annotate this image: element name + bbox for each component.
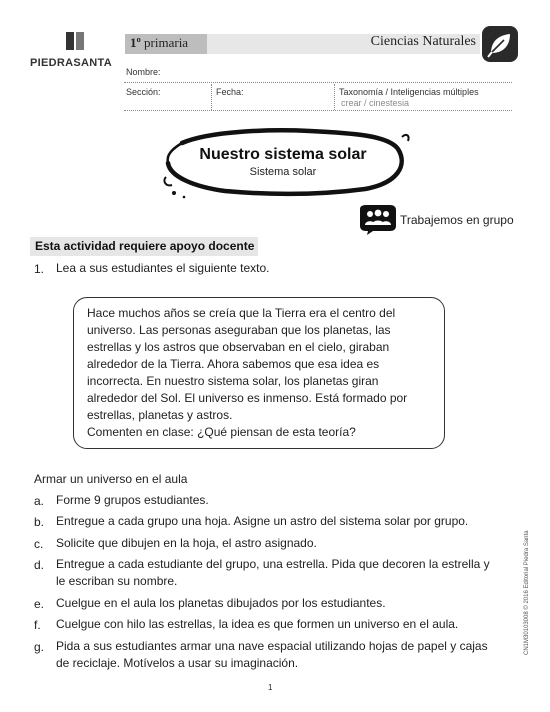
list-marker: c.: [34, 537, 44, 551]
reading-line: estrellas y los astros que observaban en el cielo, giraban: [87, 340, 390, 354]
grade-suffix: primaria: [144, 35, 189, 50]
list-marker: d.: [34, 558, 45, 572]
subject-badge: [482, 26, 518, 62]
group-people-icon: [357, 205, 397, 235]
book-icon: [64, 30, 86, 52]
list-item: [56, 556, 490, 590]
publisher-name: PIEDRASANTA: [30, 57, 112, 69]
page-number: 1: [268, 683, 273, 692]
grade-label: [130, 35, 188, 51]
list-marker: b.: [34, 515, 45, 529]
name-line: [124, 82, 512, 83]
form-divider: [211, 84, 212, 110]
section-line: [124, 110, 512, 111]
subject-title: Ciencias Naturales: [370, 34, 476, 49]
step-instruction: Lea a sus estudiantes el siguiente texto.: [56, 261, 270, 275]
reading-line: Hace muchos años se creía que la Tierra era el centro del: [87, 306, 396, 320]
group-work-label: Trabajemos en grupo: [400, 213, 514, 227]
list-item: Solicite que dibujen en la hoja, el astro asignado.: [56, 536, 317, 550]
list-item-line: le escriban su nombre.: [56, 574, 178, 588]
publisher-logo: [30, 30, 120, 70]
reading-line: alrededor del Sol. El universo es inmenso. Está formado por: [87, 391, 408, 405]
activity-section-title: Armar un universo en el aula: [34, 472, 188, 486]
date-label: Fecha:: [216, 87, 244, 97]
list-item: Cuelgue con hilo las estrellas, la idea es que formen un universo en el aula.: [56, 617, 459, 631]
list-item: Entregue a cada grupo una hoja. Asigne un astro del sistema solar por grupo.: [56, 514, 469, 528]
reading-line: incorrecta. En nuestro sistema solar, los planetas giran: [87, 374, 379, 388]
grade-number: 1º: [130, 35, 141, 50]
worksheet-title: Nuestro sistema solar: [199, 146, 367, 163]
list-item-line: Pida a sus estudiantes armar una nave espacial utilizando hojas de papel y cajas: [56, 639, 488, 653]
list-item: [56, 638, 488, 672]
reading-line: alrededor de la Tierra. Ahora sabemos que esa idea es: [87, 357, 380, 371]
worksheet-subtitle: Sistema solar: [249, 166, 317, 178]
form-divider: [334, 84, 335, 110]
list-marker: e.: [34, 597, 45, 611]
leaf-icon: [482, 26, 518, 62]
list-item-line: Entregue a cada estudiante del grupo, una estrella. Pida que decoren la estrella y: [56, 557, 490, 571]
name-label: Nombre:: [126, 67, 161, 77]
list-marker: f.: [34, 618, 41, 632]
list-item-line: de reciclaje. Motívelos a usar su imaginación.: [56, 656, 299, 670]
reading-line: universo. Las personas aseguraban que los planetas, las: [87, 323, 391, 337]
reading-text: [87, 305, 437, 441]
list-item: Forme 9 grupos estudiantes.: [56, 493, 209, 507]
taxonomy-label: Taxonomía / Inteligencias múltiples: [339, 87, 479, 97]
list-marker: a.: [34, 494, 45, 508]
step-number: 1.: [34, 262, 45, 276]
list-marker: g.: [34, 640, 45, 654]
copyright-code: CN1M30103008 © 2016 Editorial Piedra Santa: [524, 530, 530, 655]
reading-line: Comenten en clase: ¿Qué piensan de esta teoría?: [87, 425, 356, 439]
reading-line: estrellas, planetas y astros.: [87, 408, 233, 422]
taxonomy-value: crear / cinestesia: [341, 98, 410, 108]
list-item: Cuelgue en el aula los planetas dibujados por los estudiantes.: [56, 596, 386, 610]
section-label: Sección:: [126, 87, 161, 97]
teacher-support-notice: Esta actividad requiere apoyo docente: [35, 239, 255, 253]
